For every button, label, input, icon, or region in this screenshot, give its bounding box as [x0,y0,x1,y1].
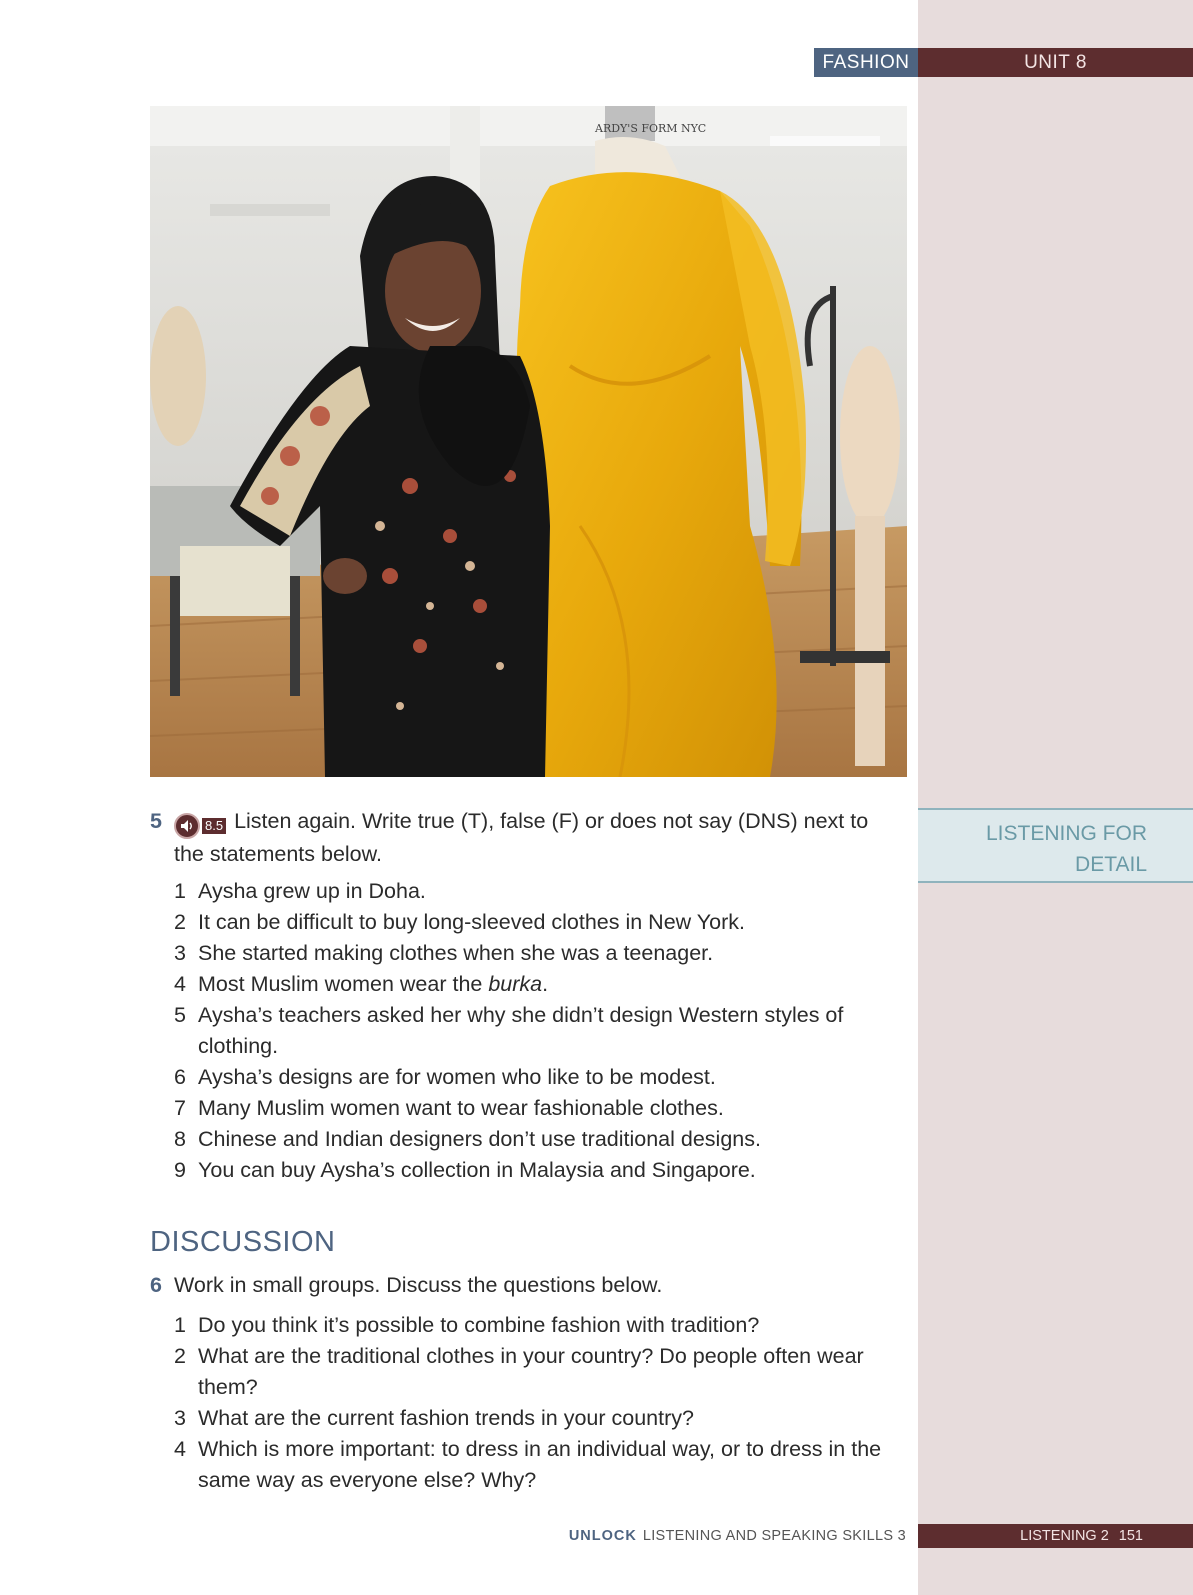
list-item: 3 What are the current fashion trends in your country? [174,1406,694,1430]
exercise-instruction: Work in small groups. Discuss the questions below. [174,1273,663,1297]
exercise-number: 5 [150,809,162,833]
skill-label-line-1: LISTENING FOR [985,822,1147,845]
exercise-6 [150,1270,895,1496]
list-item: 5 Aysha’s teachers asked her why she didn’t design Western styles of clothing. [174,1003,844,1058]
list-item: 1 Do you think it’s possible to combine fashion with tradition? [174,1313,760,1337]
list-item: 4 Most Muslim women wear the burka. [174,972,549,996]
section-tab: FASHION [814,48,918,77]
brand-logo: UNLOCK [568,1528,637,1544]
list-item: 3 She started making clothes when she was a teenager. [174,941,714,965]
section-title: DISCUSSION [150,1226,336,1258]
list-item: 6 Aysha’s designs are for women who like to be modest. [174,1065,716,1089]
exercise-instruction: Listen again. Write true (T), false (F) or does not say (DNS) next to the statements below. [174,809,869,866]
statement-list [150,876,895,1186]
footer-section-bar [918,1524,1193,1548]
audio-track-number: 8.5 [202,818,226,834]
exercise-5 [150,806,895,1186]
unit-tab: UNIT 8 [918,48,1193,77]
audio-player[interactable] [174,813,226,839]
question-list [150,1310,895,1496]
skill-label-line-2: DETAIL [1075,853,1147,876]
page-number: 151 [1118,1528,1143,1544]
italic-term: burka [488,972,543,996]
list-item: 1 Aysha grew up in Doha. [174,879,426,903]
book-title: LISTENING AND SPEAKING SKILLS 3 [642,1528,906,1544]
list-item: 4 Which is more important: to dress in an individual way, or to dress in the same way as everyone else? Why? [174,1437,882,1492]
exercise-6-instruction-row [150,1270,895,1301]
list-item: 2 What are the traditional clothes in your country? Do people often wear them? [174,1344,864,1399]
exercise-number: 6 [150,1273,162,1297]
skill-label-box [918,808,1193,883]
speaker-icon[interactable] [174,813,200,839]
exercise-5-instruction-row [150,806,895,870]
side-panel [918,0,1193,1595]
footer-section: LISTENING 2 [1020,1528,1109,1544]
list-item: 2 It can be difficult to buy long-sleeved clothes in New York. [174,910,745,934]
list-item: 7 Many Muslim women want to wear fashionable clothes. [174,1096,724,1120]
list-item: 9 You can buy Aysha’s collection in Malaysia and Singapore. [174,1158,756,1182]
footer-book-title [569,1524,906,1548]
list-item: 8 Chinese and Indian designers don’t use traditional designs. [174,1127,761,1151]
mannequin-label: ARDY'S FORM NYC [595,122,707,135]
photo-designer-with-yellow-dress [150,106,907,777]
